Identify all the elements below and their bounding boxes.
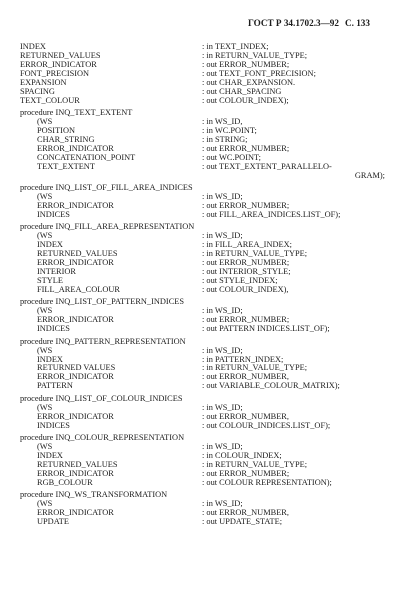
procedure-name: INQ_LIST_OF_PATTERN_INDICES [55, 297, 185, 307]
parameter-name: INDICES [37, 420, 70, 430]
parameter-type: WS_ID; [214, 441, 243, 451]
parameter-name: INDEX [37, 450, 63, 460]
parameter-type: ERROR_NUMBER; [219, 59, 290, 69]
parameter-mode: out [206, 411, 218, 421]
procedure-keyword: procedure [20, 108, 54, 118]
parameter-row [20, 422, 405, 431]
parameter-mode-type: : in WS_ID; [202, 345, 243, 355]
procedure-block [20, 431, 405, 488]
parameter-type: CHAR_SPACING [219, 86, 282, 96]
procedure-name: INQ_WS_TRANSFORMATION [55, 490, 168, 500]
parameter-type: RETURN_VALUE_TYPE; [215, 363, 308, 373]
parameter-type: TEXT_EXTENT_PARALLELO- [219, 161, 332, 171]
parameter-mode-type: : out COLOUR_INDICES.LIST_OF); [202, 420, 331, 430]
parameter-type: ERROR_NUMBER; [219, 143, 290, 153]
parameter-mode: out [206, 209, 218, 219]
parameter-name: RETURNED VALUES [37, 363, 116, 373]
parameter-row [20, 382, 405, 391]
parameter-type: ERROR_NUMBER; [219, 258, 290, 268]
parameter-type: WS_ID, [214, 117, 243, 127]
parameter-row [20, 286, 405, 295]
parameter-type: PATTERN INDICES.LIST_OF); [219, 324, 330, 334]
parameter-mode-type: : out TEXT_FONT_PRECISION; [202, 68, 316, 78]
parameter-name: RETURNED_VALUES [37, 249, 118, 259]
parameter-type: TEXT_INDEX; [214, 42, 269, 51]
parameter-type: FILL_AREA_INDEX; [215, 240, 292, 250]
parameter-name: STYLE [37, 275, 63, 285]
procedure-block [20, 334, 405, 391]
parameter-name: EXPANSION [20, 77, 67, 87]
parameter-type: ERROR_NUMBER; [219, 315, 290, 325]
parameter-type: VARIABLE_COLOUR_MATRIX); [219, 381, 340, 391]
parameter-type: CHAR_EXPANSION. [219, 77, 296, 87]
parameter-name: (WS [37, 306, 53, 316]
procedure-keyword: procedure [20, 490, 54, 500]
parameter-mode: out [206, 477, 218, 487]
parameter-type: COLOUR REPRESENTATION); [219, 477, 332, 487]
parameter-mode-type: : out UPDATE_STATE; [202, 517, 283, 526]
parameter-name: (WS [37, 441, 53, 451]
parameter-mode: in [206, 134, 213, 144]
procedure-block [20, 488, 405, 527]
parameter-name: POSITION [37, 125, 76, 135]
parameter-mode: in [206, 192, 213, 202]
page-header [248, 18, 408, 28]
procedure-name: INQ_PATTERN_REPRESENTATION [55, 336, 186, 346]
parameter-mode-type: : in RETURN_VALUE_TYPE; [202, 363, 308, 373]
parameter-row [20, 211, 405, 220]
parameter-type: FILL_AREA_INDICES.LIST_OF); [219, 209, 341, 219]
parameter-mode-type: : out VARIABLE_COLOUR_MATRIX); [202, 381, 340, 391]
parameter-mode-type: : in WC.POINT; [202, 125, 257, 135]
parameter-type: COLOUR_INDEX; [215, 450, 282, 460]
parameter-mode-type: : out ERROR_NUMBER, [202, 372, 289, 382]
parameter-name: ERROR_INDICATOR [37, 315, 114, 325]
parameter-mode: out [206, 152, 218, 162]
parameter-mode-type: : out STYLE_INDEX; [202, 275, 278, 285]
parameter-mode-type: : out ERROR_NUMBER, [202, 508, 289, 518]
parameter-mode: in [206, 42, 213, 51]
parameter-name: ERROR_INDICATOR [37, 143, 114, 153]
parameter-mode-type: : out TEXT_EXTENT_PARALLELO- [202, 161, 332, 171]
parameter-name: FILL_AREA_COLOUR [37, 284, 120, 294]
parameter-type: COLOUR_INDICES.LIST_OF); [219, 420, 331, 430]
parameter-name: ERROR_INDICATOR [37, 200, 114, 210]
parameter-mode: out [206, 68, 218, 78]
parameter-mode: out [206, 324, 218, 334]
parameter-mode: out [206, 468, 218, 478]
parameter-mode-type: : in TEXT_INDEX; [202, 42, 269, 51]
parameter-mode-type: : out CHAR_SPACING [202, 86, 282, 96]
parameter-mode-type: : out ERROR_NUMBER; [202, 315, 290, 325]
procedure-block [20, 220, 405, 295]
parameter-mode-type: : in PATTERN_INDEX; [202, 354, 284, 364]
parameter-name: INTERIOR [37, 267, 76, 277]
parameter-mode-type: : in WS_ID; [202, 231, 243, 241]
parameter-type: WS_ID; [214, 402, 243, 412]
parameter-mode-type: : in WS_ID; [202, 306, 243, 316]
procedure-block [20, 181, 405, 220]
parameter-type: WC.POINT; [219, 152, 261, 162]
parameter-type: STYLE_INDEX; [219, 275, 278, 285]
parameter-mode: in [206, 50, 213, 60]
parameter-name: (WS [37, 345, 53, 355]
parameter-mode: out [206, 381, 218, 391]
page-number: С. 133 [344, 18, 370, 28]
parameter-name: (WS [37, 231, 53, 241]
parameter-mode-type: : in WS_ID; [202, 192, 243, 202]
parameter-type: PATTERN_INDEX; [215, 354, 284, 364]
parameter-mode-type: : in WS_ID; [202, 402, 243, 412]
parameter-mode: out [206, 315, 218, 325]
parameter-mode-type: : in RETURN_VALUE_TYPE; [202, 459, 308, 469]
parameter-name: RGB_COLOUR [37, 477, 93, 487]
parameter-mode-type: : in WS_ID; [202, 499, 243, 509]
parameter-type: ERROR_NUMBER, [219, 372, 289, 382]
parameter-mode: out [206, 95, 218, 105]
parameter-mode: out [206, 275, 218, 285]
parameter-mode: out [206, 200, 218, 210]
parameter-mode: in [206, 231, 213, 241]
parameter-type: TEXT_FONT_PRECISION; [219, 68, 316, 78]
parameter-mode-type: : in RETURN_VALUE_TYPE; [202, 50, 308, 60]
parameter-name: UPDATE [37, 517, 69, 526]
parameter-mode-type: : out ERROR_NUMBER, [202, 411, 289, 421]
parameter-mode: out [206, 86, 218, 96]
parameter-name: ERROR_INDICATOR [37, 372, 114, 382]
parameter-type: UPDATE_STATE; [219, 517, 283, 526]
parameter-mode: in [206, 499, 213, 509]
parameter-mode-type: : out COLOUR_INDEX), [202, 284, 289, 294]
procedure-listing [20, 43, 405, 527]
parameter-name: INDICES [37, 209, 70, 219]
parameter-mode-type: : out FILL_AREA_INDICES.LIST_OF); [202, 209, 341, 219]
parameter-mode: out [206, 517, 218, 526]
parameter-name: TEXT_EXTENT [37, 161, 95, 171]
parameter-type: RETURN_VALUE_TYPE; [215, 50, 308, 60]
procedure-block [20, 391, 405, 430]
parameter-type: ERROR_NUMBER; [219, 468, 290, 478]
parameter-mode-type: : out WC.POINT; [202, 152, 261, 162]
procedure-name: INQ_LIST_OF_COLOUR_INDICES [55, 393, 183, 403]
parameter-mode-type: : out ERROR_NUMBER; [202, 258, 290, 268]
parameter-mode-type: : out COLOUR REPRESENTATION); [202, 477, 332, 487]
parameter-type: STRING; [215, 134, 248, 144]
parameter-row [20, 518, 405, 527]
type-continuation: GRAM); [354, 170, 385, 180]
parameter-mode-type: : out ERROR_NUMBER; [202, 468, 290, 478]
procedure-keyword: procedure [20, 222, 54, 232]
parameter-name: RETURNED_VALUES [37, 459, 118, 469]
parameter-mode-type: : out CHAR_EXPANSION. [202, 77, 296, 87]
parameter-type: WS_ID; [214, 192, 243, 202]
parameter-mode-type: : in WS_ID; [202, 441, 243, 451]
parameter-mode: in [206, 450, 213, 460]
procedure-block [20, 295, 405, 334]
parameter-row [20, 97, 405, 106]
parameter-mode: out [206, 372, 218, 382]
parameter-mode: out [206, 258, 218, 268]
parameter-mode: in [206, 459, 213, 469]
parameter-type: WS_ID; [214, 306, 243, 316]
parameter-name: FONT_PRECISION [20, 68, 90, 78]
parameter-name: (WS [37, 117, 53, 127]
parameter-mode: in [206, 249, 213, 259]
parameter-row [20, 163, 405, 172]
parameter-mode: in [206, 117, 213, 127]
parameter-type: INTERIOR_STYLE; [219, 267, 291, 277]
parameter-mode-type: : out ERROR_NUMBER; [202, 59, 290, 69]
parameter-mode-type: : in FILL_AREA_INDEX; [202, 240, 292, 250]
parameter-type: WS_ID; [214, 345, 243, 355]
procedure-block [20, 43, 405, 106]
parameter-mode-type: : out PATTERN INDICES.LIST_OF); [202, 324, 330, 334]
standard-designation: ГОСТ Р 34.1702.3—92 [248, 18, 339, 28]
parameter-type: WS_ID; [214, 499, 243, 509]
procedure-name: INQ_LIST_OF_FILL_AREA_INDICES [55, 183, 193, 193]
parameter-mode: in [206, 345, 213, 355]
procedure-keyword: procedure [20, 336, 54, 346]
parameter-type: WC.POINT; [214, 125, 257, 135]
parameter-mode: out [206, 420, 218, 430]
parameter-type: ERROR_NUMBER; [219, 200, 290, 210]
parameter-mode: in [206, 354, 213, 364]
parameter-name: CONCATENATION_POINT [37, 152, 136, 162]
parameter-mode: in [206, 125, 213, 135]
parameter-name: (WS [37, 499, 53, 509]
parameter-mode: out [206, 161, 218, 171]
parameter-name: PATTERN [37, 381, 73, 391]
parameter-mode: in [206, 441, 213, 451]
parameter-name: TEXT_COLOUR [20, 95, 80, 105]
parameter-mode: out [206, 508, 218, 518]
procedure-name: INQ_FILL_AREA_REPRESENTATION [55, 222, 195, 232]
procedure-keyword: procedure [20, 393, 54, 403]
parameter-name: INDEX [37, 240, 63, 250]
parameter-mode-type: : out ERROR_NUMBER; [202, 143, 290, 153]
parameter-mode: in [206, 402, 213, 412]
parameter-mode: out [206, 77, 218, 87]
parameter-type: COLOUR_INDEX); [219, 95, 289, 105]
parameter-name: ERROR_INDICATOR [37, 508, 114, 518]
parameter-mode-type: : in STRING; [202, 134, 248, 144]
parameter-type: ERROR_NUMBER, [219, 411, 289, 421]
parameter-mode-type: : in RETURN_VALUE_TYPE; [202, 249, 308, 259]
parameter-mode: out [206, 143, 218, 153]
parameter-name: (WS [37, 192, 53, 202]
parameter-name: SPACING [20, 86, 55, 96]
parameter-type: ERROR_NUMBER, [219, 508, 289, 518]
parameter-mode-type: : out ERROR_NUMBER; [202, 200, 290, 210]
parameter-mode: out [206, 284, 218, 294]
parameter-mode: out [206, 59, 218, 69]
parameter-row [20, 325, 405, 334]
parameter-mode: in [206, 240, 213, 250]
parameter-name: ERROR_INDICATOR [37, 468, 114, 478]
parameter-name: ERROR_INDICATOR [37, 411, 114, 421]
procedure-keyword: procedure [20, 297, 54, 307]
parameter-name: INDEX [20, 42, 46, 51]
parameter-type: RETURN_VALUE_TYPE; [215, 459, 308, 469]
parameter-mode-type: : in COLOUR_INDEX; [202, 450, 282, 460]
procedure-keyword: procedure [20, 433, 54, 443]
parameter-mode: in [206, 363, 213, 373]
parameter-mode-type: : in WS_ID, [202, 117, 243, 127]
procedure-name: INQ_TEXT_EXTENT [55, 108, 133, 118]
parameter-mode: in [206, 306, 213, 316]
parameter-row [20, 479, 405, 488]
parameter-name: RETURNED_VALUES [20, 50, 101, 60]
parameter-mode-type: : out COLOUR_INDEX); [202, 95, 289, 105]
parameter-name: ERROR_INDICATOR [20, 59, 97, 69]
procedure-keyword: procedure [20, 183, 54, 193]
parameter-name: ERROR_INDICATOR [37, 258, 114, 268]
parameter-name: INDEX [37, 354, 63, 364]
parameter-name: CHAR_STRING [37, 134, 95, 144]
procedure-name: INQ_COLOUR_REPRESENTATION [55, 433, 185, 443]
parameter-type: WS_ID; [214, 231, 243, 241]
parameter-mode-type: : out INTERIOR_STYLE; [202, 267, 291, 277]
parameter-name: INDICES [37, 324, 70, 334]
parameter-type: COLOUR_INDEX), [219, 284, 289, 294]
procedure-block [20, 106, 405, 181]
parameter-type: RETURN_VALUE_TYPE; [215, 249, 308, 259]
parameter-mode: out [206, 267, 218, 277]
parameter-name: (WS [37, 402, 53, 412]
